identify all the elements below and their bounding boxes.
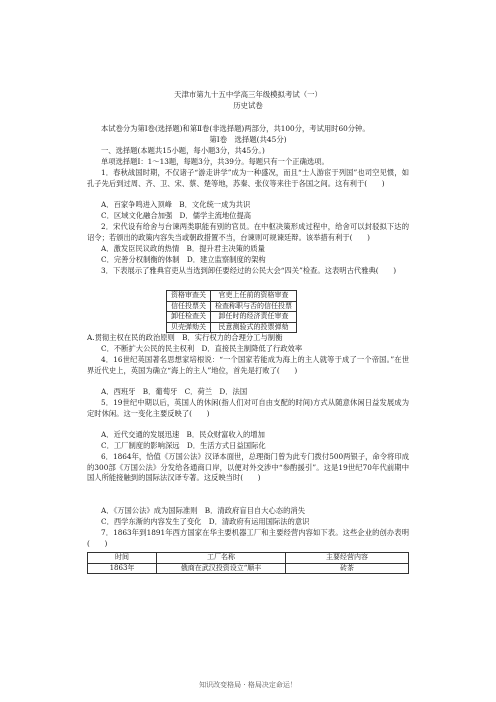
exam-title: 天津市第九十五中学高三年级模拟考试（一） [174, 90, 322, 99]
question-1-stem: 1．春秋战国时期，不仅诸子“游走讲学”成为一种盛况，而且“士人游宦于列国”也司空见惯，如孔子先后到过周、齐、卫、宋、蔡、楚等地，苏秦、张仪等来往于各国之间。这有利于( ) [87, 168, 409, 188]
table-header-cell: 工厂名称 [157, 553, 286, 564]
question-7-table [87, 552, 409, 574]
table-cell: 信任投票关 [167, 301, 211, 312]
question-2-options-row-2: C．完善分权制衡的体制 D．建立监察制度的架构 [101, 255, 266, 264]
table-row [167, 322, 297, 333]
part-title: 一、选择题(本题共15小题，每小题3分，共45分。) [101, 146, 265, 155]
table-row [167, 291, 297, 302]
table-row [167, 301, 297, 312]
question-5-options-row-2: C．工厂制度的影响深远 D．生活方式日益国际化 [101, 441, 266, 450]
question-2-stem: 2．宋代设有给舍与台谏两类职能有别的官员。在中枢决策形成过程中，给舍可以封驳拟下达的诏令；若颁出的政策内容失当或朝政措置不当，台谏则可规谏廷辩。该举措有利于( ) [87, 222, 409, 242]
table-header-cell: 时间 [88, 553, 157, 564]
question-4-options: A．西班牙 B．葡萄牙 C．荷兰 D．法国 [101, 387, 248, 396]
question-3-options-row-1: A.贯彻主权在民的政治原则 B．实行权力的合理分工与制衡 [87, 333, 283, 342]
question-4-stem: 4．16世纪英国著名思想家培根说：“一个国家若能成为海上的主人就等于成了一个帝国。”在世界近代史上，英国为确立“海上的主人”地位，首先是打败了( ) [87, 355, 409, 375]
table-header-cell: 主要经营内容 [286, 553, 409, 564]
table-row [88, 563, 409, 574]
question-3-options-row-2: C．不断扩大公民的民主权利 D．直接民主制降低了行政效率 [101, 344, 303, 353]
question-6-options-row-2: C．西学东渐的内容发生了变化 D．清政府有运用国际法的意识 [101, 517, 310, 526]
table-cell: 卸任时的经济责任审查 [211, 312, 297, 323]
table-cell: 卸任检查关 [167, 312, 211, 323]
question-2-options-row-1: A．激发臣民议政的热情 B．提升君主决策的质量 [101, 244, 265, 253]
exam-subtitle: 历史试卷 [233, 101, 263, 110]
question-1-options-row-1: A．百家争鸣进入顶峰 B．文化统一成为共识 [101, 200, 251, 209]
question-6-stem: 6．1864年，恰值《万国公法》汉译本面世，总理衙门曾为此专门拨付500两银子，命令将印成的300部《万国公法》分发给各通商口岸，以便对外交涉中“参酌援引”。这是19世纪70年代前期中国人所能接触到的国际法汉译专著。这反映当时( ) [87, 452, 409, 483]
intro-text: 本试卷分为第Ⅰ卷(选择题)和第Ⅱ卷(非选择题)两部分，共100分，考试用时60分钟。 [101, 124, 370, 133]
table-cell: 资格审查关 [167, 291, 211, 302]
question-3-table [166, 290, 297, 333]
table-cell: 贝壳弹劾关 [167, 322, 211, 333]
question-1-options-row-2: C．区域文化融合加强 D．儒学主流地位提高 [101, 211, 252, 220]
table-cell: 1863年 [88, 563, 157, 574]
table-cell: 民意测验式的投票弹劾 [211, 322, 297, 333]
table-row [167, 312, 297, 323]
question-5-options-row-1: A．近代交通的发展迅速 B．民众财富收入的增加 [101, 430, 265, 439]
table-cell: 砖茶 [286, 563, 409, 574]
table-header-row [88, 553, 409, 564]
section-title: 第Ⅰ卷 选择题(共45分) [209, 135, 287, 144]
table-cell: 检查称职与否的信任投票 [211, 301, 297, 312]
page-footer: 知识改变格局 · 格局决定命运！ [199, 681, 297, 689]
question-7-stem: 7．1863年到1891年西方国家在华主要机器工厂和主要经营内容如下表。这些企业的创办表明( ) [87, 528, 409, 548]
table-cell: 官吏上任前的资格审查 [211, 291, 297, 302]
question-6-options-row-1: A．《万国公法》成为国际准则 B．清政府盲目自大心态的消失 [101, 506, 305, 515]
instructions-text: 单项选择题Ⅰ：1～13题，每题3分，共39分。每题只有一个正确选项。 [101, 157, 329, 166]
table-cell: 俄商在武汉投资设立“顺丰 [157, 563, 286, 574]
question-3-stem: 3．下表展示了雅典官吏从当选到卸任要经过的公民大会“四关”检查。这表明古代雅典( ) [101, 266, 397, 275]
question-5-stem: 5．19世纪中期以后，英国人的休闲(指人们对可自由支配的时间)方式从随意休闲日益发展成为定时休闲。这一变化主要反映了( ) [87, 398, 409, 418]
